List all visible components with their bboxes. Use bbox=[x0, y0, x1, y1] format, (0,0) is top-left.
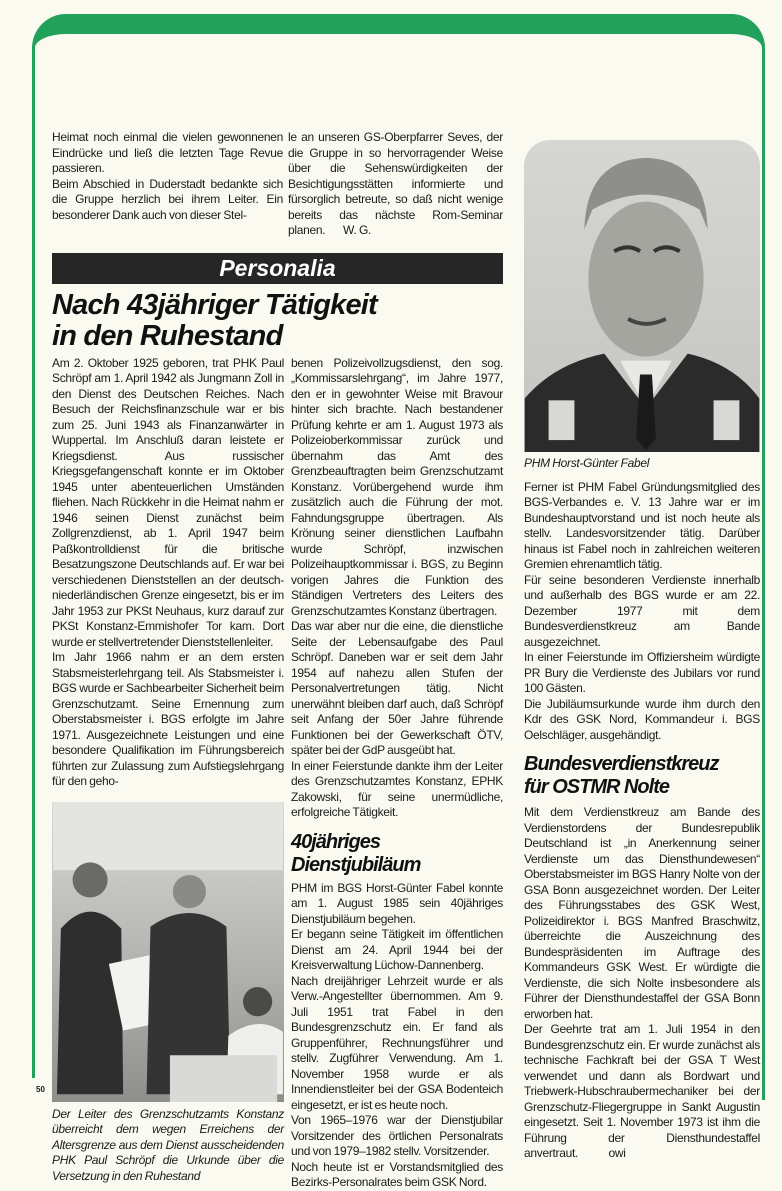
paragraph: Mit dem Verdienstkreuz am Bande des Verdienstordens der Bundesrepublik Deutschland ist „in Anerkennung seiner Verdienste um das Diensthundewesen“ Oberstabsmeister im BGS Hanry Nolte von der GSA Bonn ausgezeichnet worden. Der Leiter des Führungsstabes des GSK West, Polizeidirektor i. BGS Manfred Braschwitz, überreichte die Auszeichnung des Bundespräsidenten im Auftrage des Kommandeurs GSK West. Er würdigte die Verdienste, die sich Nolte insbesondere als Führer der Diensthundestaffel der GSA Bonn erworben hat. bbox=[524, 805, 760, 1021]
photo-people-illustration bbox=[52, 802, 284, 1102]
paragraph: Nach dreijähriger Lehrzeit wurde er als Verw.-Angestellter übernommen. Am 9. Juli 1951 trat Fabel in den Bundesgrenzschutz ein. Er fand als Gruppenführer, Rechnungsführer und stellv. Zugführer Verwendung. Am 1. November 1958 wurde er als Innendienstleiter bei der GSA Bodenteich eingesetzt, er ist es heute noch. bbox=[291, 973, 503, 1112]
paragraph: Heimat noch einmal die vielen gewonnenen Eindrücke und ließ die letzten Tage Revue passieren. bbox=[52, 130, 283, 175]
title-line: Dienstjubiläum bbox=[291, 853, 421, 876]
paragraph: Der Geehrte trat am 1. Juli 1954 in den Bundesgrenzschutz ein. Er wurde zunächst als technische Fachkraft bei der GSA T West verwendet und dann als Bordwart und Triebwerk-Hubschraubermechaniker bei der Grenzschutz-Fliegergruppe in Sankt Augustin eingesetzt. Seit 1. November 1973 ist ihm die Führung der Diensthundestaffel anvertraut. owi bbox=[524, 1022, 760, 1160]
paragraph: Für seine besonderen Verdienste innerhalb und außerhalb des BGS wurde er am 22. Dezember 1977 mit dem Bundesverdienstkreuz am Bande ausgezeichnet. bbox=[524, 572, 760, 649]
photo-caption-retirement: Der Leiter des Grenzschutzamts Konstanz überreicht dem wegen Erreichens der Altersgrenze aus dem Dienst ausscheidenden PHK Paul Schröpf die Urkunde über die Versetzung in den Ruhestand bbox=[52, 1106, 284, 1183]
article3-title bbox=[524, 753, 760, 799]
green-frame-top bbox=[32, 14, 765, 74]
title-line: 40jähriges bbox=[291, 830, 380, 853]
paragraph: Das war aber nur die eine, die dienstliche Seite der Lebensaufgabe des Paul Schröpf. Daneben war er seit dem Jahr 1954 auf nahezu allen Stufen der Personalvertretungen tätig. Nicht unerwähnt bleiben darf auch, daß Schröpf seit Anfang der 50er Jahre führende Funktionen bei der Gewerkschaft ÖTV, später bei der GdP ausgeübt hat. bbox=[291, 619, 503, 757]
intro-column-2 bbox=[288, 130, 503, 239]
paragraph: In einer Feierstunde dankte ihm der Leiter des Grenzschutzamtes Konstanz, EPHK Zakowski, für seine unermüdliche, erfolgreiche Tätigkeit. bbox=[291, 758, 503, 819]
portrait-photo-fabel bbox=[524, 140, 760, 452]
paragraph: Am 2. Oktober 1925 geboren, trat PHK Paul Schröpf am 1. April 1942 als Jungmann Zoll in den Dienst des Deutschen Reiches. Nach Besuch der Reichsfinanzschule war er bis zum 25. Juni 1943 als Finanzanwärter in Wuppertal. Im Anschluß daran leistete er Kriegsdienst. Aus russischer Kriegsgefangenschaft konnte er im Oktober 1945 unter abenteuerlichen Umständen fliehen. Nach Rückkehr in die Heimat nahm er 1946 seinen Dienst zunächst beim Zollgrenzdienst, ab 1. April 1947 beim Paßkontrolldienst für die britische Besatzungszone Deutschlands auf. Er war bei verschiedenen Dienststellen an der deutsch-niederländischen Grenze eingesetzt, bis er im Jahr 1953 zur PKSt Neuhaus, kurz darauf zur PKSt Konstanz-Emmishofer Tor kam. Dort wurde er stellvertretender Dienststellenleiter. bbox=[52, 355, 284, 649]
portrait-illustration bbox=[524, 140, 760, 452]
intro-column-1 bbox=[52, 130, 283, 239]
paragraph: Ferner ist PHM Fabel Gründungsmitglied des BGS-Verbandes e. V. 13 Jahre war er im Bundeshauptvorstand und ist noch heute als stellv. Landesvorsitzender tätig. Darüber hinaus ist Fabel noch in zahlreichen weiteren Gremien ehrenamtlich tätig. bbox=[524, 479, 760, 571]
title-line: in den Ruhestand bbox=[52, 319, 283, 352]
paragraph: Er begann seine Tätigkeit im öffentlichen Dienst am 24. April 1944 bei der Kreisverwaltung Lüchow-Dannenberg. bbox=[291, 927, 503, 972]
paragraph: Von 1965–1976 war der Dienstjubilar Vorsitzender des örtlichen Personalrats und von 1979–1982 stellv. Vorsitzender. bbox=[291, 1113, 503, 1158]
title-line: für OSTMR Nolte bbox=[524, 776, 669, 798]
green-frame-left bbox=[32, 60, 35, 1078]
page-number: 50 bbox=[36, 1085, 45, 1094]
title-line: Bundesverdienstkreuz bbox=[524, 753, 719, 775]
title-line: Nach 43jähriger Tätigkeit bbox=[52, 288, 377, 321]
section-bar-personalia: Personalia bbox=[52, 253, 503, 284]
green-frame-right bbox=[762, 60, 765, 1100]
right-column bbox=[524, 140, 760, 1162]
article2-column-3 bbox=[524, 480, 760, 744]
article2-column-2 bbox=[291, 881, 503, 1191]
paragraph: Im Jahr 1966 nahm er an dem ersten Stabsmeisterlehrgang teil. Als Stabsmeister i. BGS wurde er Sachbearbeiter Sicherheit beim Grenzschutzamt. Seine Ernennung zum Oberstabsmeister i. BGS erfolgte im Jahre 1971. Ausgezeichnete Leistungen und eine besondere Qualifikation im Führungsbereich führten zur Zulassung zum Aufstiegslehrgang für den geho- bbox=[52, 650, 284, 788]
middle-column bbox=[291, 356, 503, 1191]
photo-caption-fabel: PHM Horst-Günter Fabel bbox=[524, 456, 650, 470]
photo-retirement-ceremony bbox=[52, 802, 284, 1102]
article2-title bbox=[291, 831, 503, 877]
paragraph: Noch heute ist er Vorstandsmitglied des Bezirks-Personalrates beim GSK Nord. bbox=[291, 1159, 503, 1189]
paragraph: Beim Abschied in Duderstadt bedankte sich die Gruppe herzlich bei ihrem Leiter. Ein besonderer Dank auch von dieser Stel- bbox=[52, 176, 283, 222]
left-area bbox=[52, 130, 503, 1191]
article1-title bbox=[52, 290, 503, 352]
paragraph: PHM im BGS Horst-Günter Fabel konnte am 1. August 1985 sein 40jähriges Dienstjubiläum begehen. bbox=[291, 880, 503, 926]
article-columns bbox=[52, 356, 503, 1191]
intro bbox=[52, 130, 503, 239]
article1-column-1 bbox=[52, 356, 284, 790]
article1-column-2 bbox=[291, 356, 503, 821]
paragraph: Die Jubiläumsurkunde wurde ihm durch den Kdr des GSK Nord, Kommandeur i. BGS Oelschläger, ausgehändigt. bbox=[524, 696, 760, 742]
left-column bbox=[52, 356, 284, 1191]
article3-column-3 bbox=[524, 805, 760, 1162]
paragraph: benen Polizeivollzugsdienst, den sog. „Kommissarslehrgang“, im Jahre 1977, den er in gewohnter Weise mit Bravour hinter sich brachte. Nach bestandener Prüfung kehrte er am 1. August 1973 als Polizeioberkommissar zurück und übernahm das Amt des Grenzbeauftragten beim Grenzschutzamt Konstanz. Vorübergehend wurde ihm zusätzlich auch die Führung der mot. Fahndungsgruppe übertragen. Als Krönung seiner dienstlichen Laufbahn wurde Schröpf, inzwischen Polizeihauptkommissar i. BGS, zu Beginn vorigen Jahres die Funktion des Ständigen Vertreters des Leiters des Grenzschutzamtes Konstanz übertragen. bbox=[291, 355, 503, 618]
paragraph: In einer Feierstunde im Offiziersheim würdigte PR Bury die Verdienste des Jubilars vor rund 100 Gästen. bbox=[524, 650, 760, 695]
paragraph: le an unseren GS-Oberpfarrer Seves, der die Gruppe in so hervorragender Weise über die Sehenswürdigkeiten der Besichtigungsstätten informierte und fürsorglich betreute, so daß nicht wenige bereits das nächste Rom-Seminar planen. W. G. bbox=[288, 130, 503, 237]
